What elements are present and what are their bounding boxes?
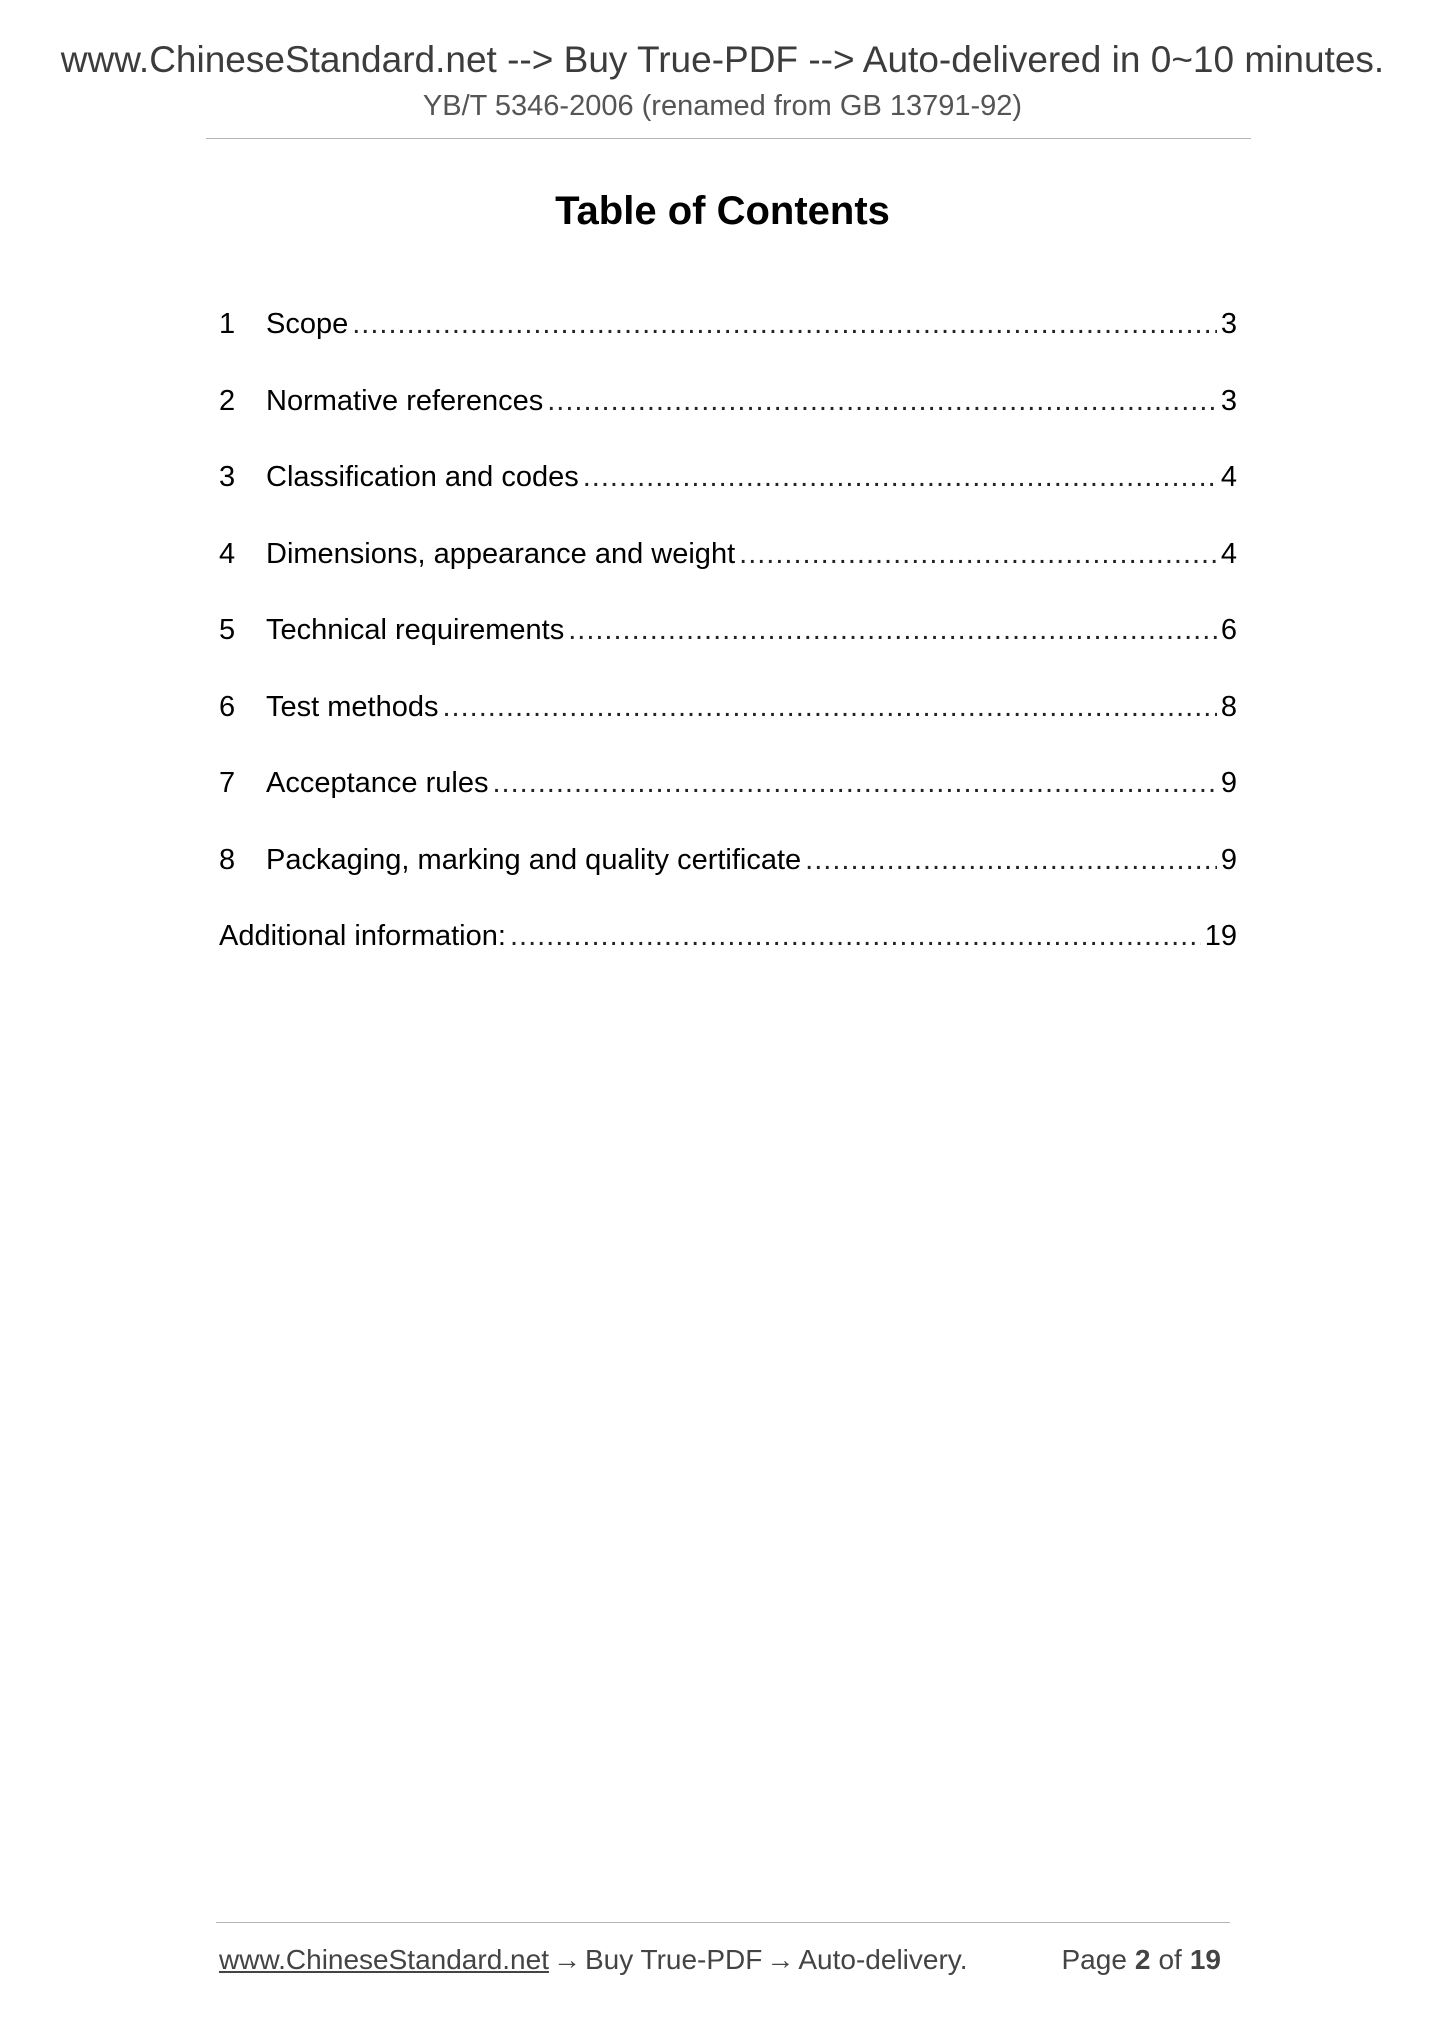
table-of-contents: [219, 306, 1237, 995]
toc-entry-page: 8: [1220, 690, 1237, 723]
toc-entry-number: 3: [219, 461, 236, 493]
toc-entry-number: 5: [219, 614, 236, 646]
arrow-right-icon: →: [552, 1944, 581, 1975]
toc-dot-leader: [510, 918, 1201, 954]
toc-dot-leader: [568, 612, 1217, 648]
toc-entry-additional[interactable]: [219, 918, 1237, 995]
footer-buy-text: Buy True-PDF: [584, 1944, 763, 1975]
page-footer: [219, 1940, 1229, 1980]
toc-entry-title: Test methods: [266, 690, 439, 723]
toc-entry-page: 6: [1220, 614, 1237, 646]
toc-dot-leader: [583, 459, 1217, 495]
toc-entry[interactable]: [219, 842, 1237, 919]
toc-entry-title: Acceptance rules: [266, 767, 489, 799]
header-banner: www.ChineseStandard.net --> Buy True-PDF --> Auto-delivered in 0~10 minutes.: [60, 39, 1385, 80]
toc-entry-number: 7: [219, 767, 236, 799]
toc-entry-page: 3: [1220, 308, 1237, 340]
page-number: [1062, 1940, 1230, 1980]
toc-entry-number: 8: [219, 843, 236, 876]
toc-dot-leader: [442, 689, 1216, 725]
toc-entry[interactable]: [219, 306, 1237, 383]
footer-site-link[interactable]: www.ChineseStandard.net: [219, 1944, 549, 1975]
page-label: Page: [1061, 1944, 1127, 1975]
toc-dot-leader: [492, 765, 1216, 801]
document-code: YB/T 5346-2006 (renamed from GB 13791-92): [422, 90, 1023, 122]
of-label: of: [1158, 1944, 1182, 1975]
header-divider: [206, 138, 1251, 139]
toc-entry-page: 9: [1220, 767, 1237, 799]
page-title: Table of Contents: [555, 189, 890, 233]
toc-entry-title: Additional information:: [219, 920, 506, 952]
toc-entry-page: 4: [1220, 461, 1237, 493]
toc-entry-number: 6: [219, 690, 236, 723]
toc-dot-leader: [805, 842, 1217, 878]
toc-entry-number: 4: [219, 537, 236, 570]
page-total: 19: [1189, 1944, 1221, 1975]
toc-entry[interactable]: [219, 536, 1237, 613]
toc-entry-page: 3: [1220, 384, 1237, 417]
toc-entry-title: Classification and codes: [266, 461, 579, 493]
toc-entry-page: 4: [1220, 537, 1237, 570]
toc-entry-title: Dimensions, appearance and weight: [266, 537, 736, 570]
toc-entry[interactable]: [219, 765, 1237, 842]
toc-entry-title: Packaging, marking and quality certificate: [266, 843, 802, 876]
toc-entry-title: Technical requirements: [266, 614, 565, 646]
footer-auto-text: Auto-delivery.: [798, 1944, 968, 1975]
footer-divider: [216, 1922, 1230, 1923]
toc-entry-title: Scope: [266, 308, 349, 340]
footer-promo: [219, 1940, 967, 1980]
page-header: [0, 38, 1445, 124]
toc-dot-leader: [739, 536, 1217, 572]
toc-entry-number: 2: [219, 384, 236, 417]
toc-entry[interactable]: [219, 459, 1237, 536]
toc-dot-leader: [547, 383, 1217, 419]
toc-entry[interactable]: [219, 612, 1237, 689]
toc-entry[interactable]: [219, 383, 1237, 460]
toc-entry-page: 9: [1220, 843, 1237, 876]
arrow-right-icon: →: [766, 1944, 795, 1975]
toc-entry-number: 1: [219, 308, 236, 340]
toc-entry[interactable]: [219, 689, 1237, 766]
toc-dot-leader: [352, 306, 1217, 342]
toc-entry-title: Normative references: [266, 384, 544, 417]
toc-entry-page: 19: [1204, 920, 1237, 952]
page-current: 2: [1134, 1944, 1151, 1975]
